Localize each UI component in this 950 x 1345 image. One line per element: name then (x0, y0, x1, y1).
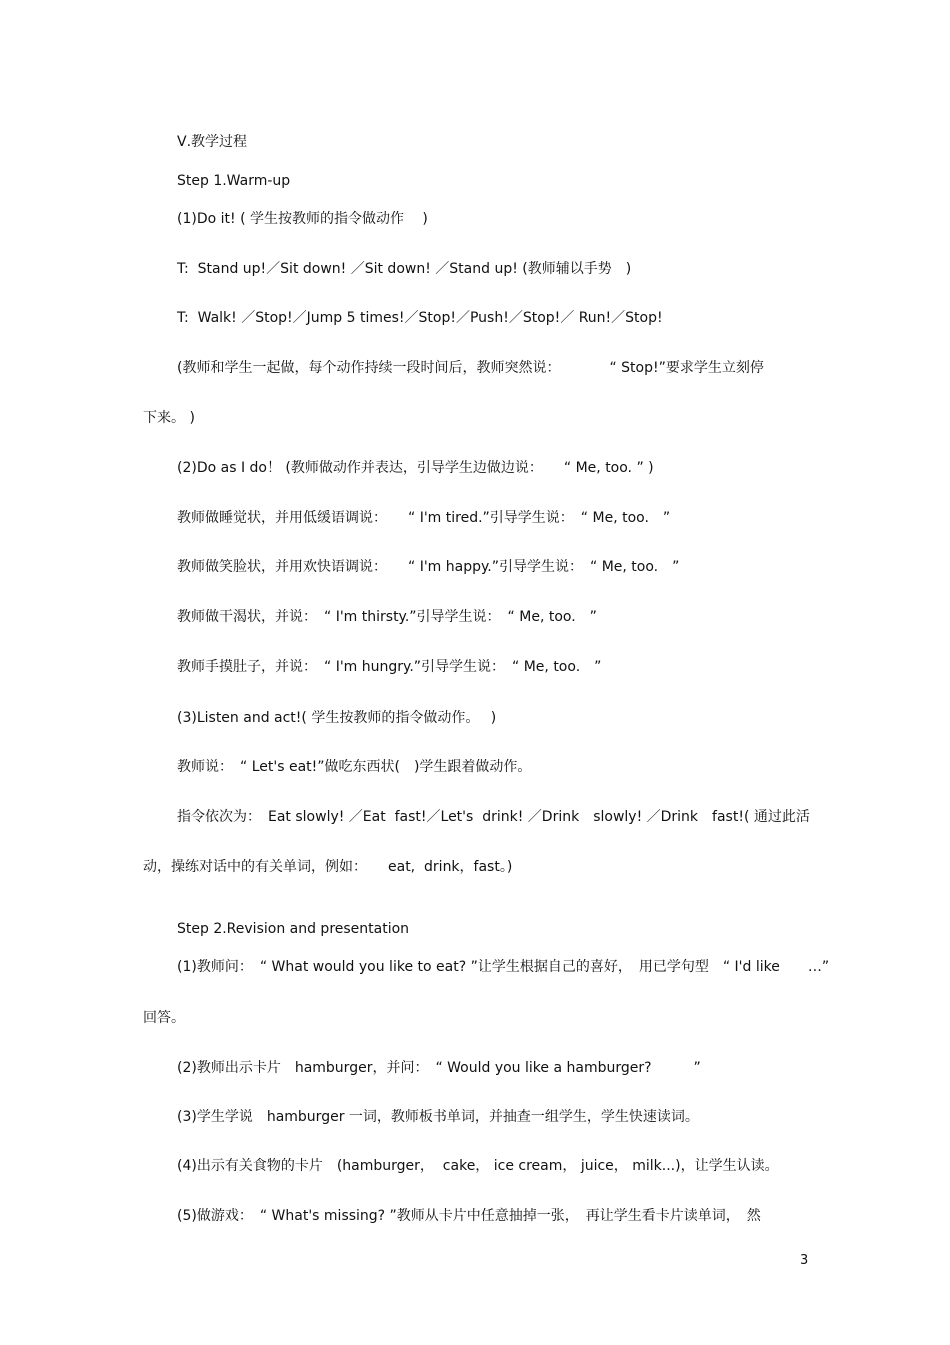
text-line: (3)学生学说 hamburger 一词，教师板书单词，并抽查一组学生，学生快速读词。 (177, 1109, 699, 1125)
text-line: 指令依次为： Eat slowly! ／Eat fast!／Let's drink! ／Drink slowly! ／Drink fast!( 通过此活 (177, 809, 810, 825)
section-title: Ⅴ.教学过程 (177, 134, 248, 150)
text-line: 下来。 ) (143, 410, 195, 426)
step-1-heading: Step 1.Warm-up (177, 173, 291, 189)
text-line: (2)Do as I do！ (教师做动作并表达，引导学生边做边说： “ Me, too. ” ) (177, 460, 654, 476)
step-2-heading: Step 2.Revision and presentation (177, 921, 410, 937)
text-line: (5)做游戏： “ What's missing? ”教师从卡片中任意抽掉一张， 再让学生看卡片读单词， 然 (177, 1208, 761, 1224)
text-line: (教师和学生一起做，每个动作持续一段时间后，教师突然说： “ Stop!”要求学生立刻停 (177, 360, 764, 376)
text-line: (1)Do it! ( 学生按教师的指令做动作 ) (177, 211, 428, 227)
text-line: T: Walk! ／Stop!／Jump 5 times!／Stop!／Push!／Stop!／ Run!／Stop! (177, 310, 663, 326)
text-line: 动，操练对话中的有关单词，例如： eat, drink，fast。) (143, 859, 513, 875)
text-line: (2)教师出示卡片 hamburger，并问： “ Would you like a hamburger? ” (177, 1060, 701, 1076)
text-line: 教师做干渴状，并说： “ I'm thirsty.”引导学生说： “ Me, too. ” (177, 609, 597, 625)
text-line: 教师做睡觉状，并用低缓语调说： “ I'm tired.”引导学生说： “ Me, too. ” (177, 510, 671, 526)
text-line: (4)出示有关食物的卡片 (hamburger， cake， ice cream， juice， milk...)，让学生认读。 (177, 1158, 779, 1174)
text-line: (1)教师问： “ What would you like to eat? ”让学生根据自己的喜好， 用已学句型 “ I'd like …” (177, 959, 830, 975)
text-line: 教师做笑脸状，并用欢快语调说： “ I'm happy.”引导学生说： “ Me, too. ” (177, 559, 680, 575)
text-line: 回答。 (143, 1010, 185, 1026)
page-number: 3 (800, 1253, 809, 1268)
text-line: T: Stand up!／Sit down! ／Sit down! ／Stand up! (教师辅以手势 ) (177, 261, 632, 277)
text-line: 教师说： “ Let's eat!”做吃东西状( )学生跟着做动作。 (177, 759, 532, 775)
text-line: 教师手摸肚子，并说： “ I'm hungry.”引导学生说： “ Me, too. ” (177, 659, 602, 675)
text-line: (3)Listen and act!( 学生按教师的指令做动作。 ) (177, 710, 497, 726)
